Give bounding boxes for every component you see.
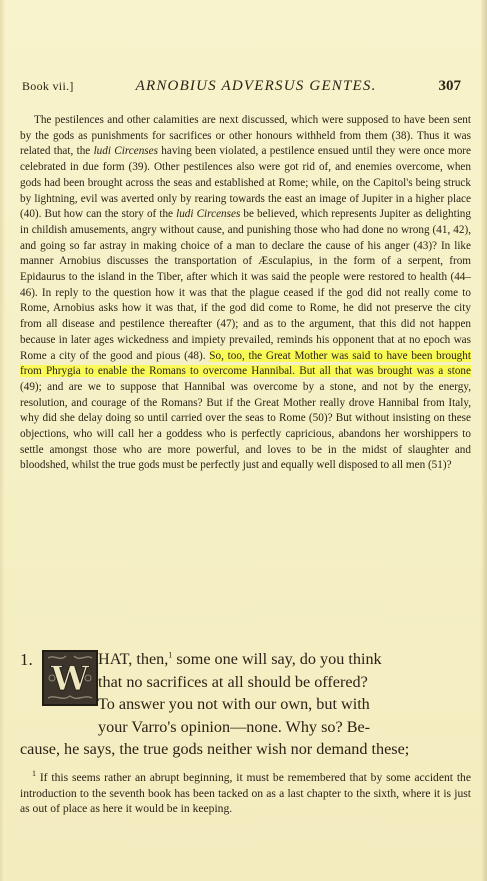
chapter-line-5: cause, he says, the true gods neither wish nor demand these; bbox=[20, 740, 410, 758]
chapter-line-1-start: HAT, then, bbox=[98, 650, 169, 668]
page-edge bbox=[481, 0, 487, 881]
page-number: 307 bbox=[438, 78, 461, 94]
footnote-mark: 1 bbox=[32, 769, 36, 779]
summary-text-1: The pestilences and other calamities are next discussed, which were supposed to have been sent by the gods as punishments for sacrifices or other honours withheld from them (38). Thus it was related that, the bbox=[20, 114, 471, 158]
summary-text-4: (49); and are we to suppose that Hannibal was overcome by a stone, and not by the energy, resolution, and courage of the Romans? But if the Great Mother really drove Hannibal from Italy, why did she delay doing so until carried over the seas to Rome (50)? But without insisting on these objections, who will call her a goddess who is perfectly capricious, abandons her worshippers to settle amongst those who are more powerful, and loves to be in the midst of slaughter and bloodshed, whilst the true gods must be perfectly just and equally well disposed to all men (51)? bbox=[20, 380, 471, 472]
running-title: ARNOBIUS ADVERSUS GENTES. bbox=[135, 78, 377, 94]
summary-italic-1: ludi Circenses bbox=[93, 145, 158, 158]
summary-text-3: be believed, which represents Jupiter as delighting in childish amusements, angry without cause, and punishing those who had done no wrong (41, 42), and going so far astray in making choice of a man to declare the cause of his anger (43)? In like manner Arnobius discusses the transportation of Æsculapius, in the form of a serpent, from Epidaurus to the island in the Tiber, after which it was said the people were restored to health (44–46). In reply to the question how it was that the plague ceased if the god did not really come to Rome, Arnobius asks how it was that, if the god did come to Rome, he did not preserve the city from all disease and pestilence thereafter (47); and as to the argument, that this did not happen because in later ages wickedness and impiety prevailed, reminds his opponent that at no epoch was Rome a city of the good and pious (48). bbox=[20, 208, 471, 362]
summary-italic-2: ludi Circenses bbox=[176, 208, 241, 221]
chapter-line-4: your Varro's opinion—none. Why so? Be- bbox=[98, 717, 371, 736]
ornamental-initial-icon bbox=[44, 652, 96, 704]
chapter-line-3: To answer you not with our own, but with bbox=[98, 695, 370, 713]
drop-cap-letter: W bbox=[50, 659, 90, 699]
summary-text-2: having been violated, a pestilence ensued until they were once more celebrated in due form (39). Other pestilences also were got rid of, and enemies overcome, when gods had been brought across the seas and established at Rome; while, on the Capitol's being struck by lightning, evil was averted only by rearing towards the east an image of Jupiter in a higher place (40). But how can the story of the bbox=[20, 145, 471, 221]
chapter-one bbox=[20, 648, 471, 761]
footnote-ref[interactable]: 1 bbox=[168, 650, 173, 660]
highlighted-passage[interactable]: So, too, the Great Mother was said to have been brought from Phrygia to enable the Romans to overcome Hannibal. But all that was brought was a stone bbox=[20, 349, 471, 378]
book-reference: Book vii.] bbox=[22, 79, 74, 93]
chapter-number: 1. bbox=[20, 650, 33, 669]
drop-cap-w-icon bbox=[42, 650, 98, 706]
footnote bbox=[20, 770, 471, 817]
footnote-text: If this seems rather an abrupt beginning, it must be remembered that by some accident the introduction to the seventh book has been tacked on as a last chapter to the sixth, where it is just as out of place as here it would be in keeping. bbox=[20, 771, 471, 816]
chapter-line-1-end: some one will say, do you think bbox=[172, 650, 382, 668]
running-header bbox=[22, 78, 461, 100]
binding-edge bbox=[0, 0, 5, 881]
chapter-line-2: that no sacrifices at all should be offered? bbox=[98, 672, 368, 691]
book-summary-paragraph bbox=[20, 113, 471, 474]
